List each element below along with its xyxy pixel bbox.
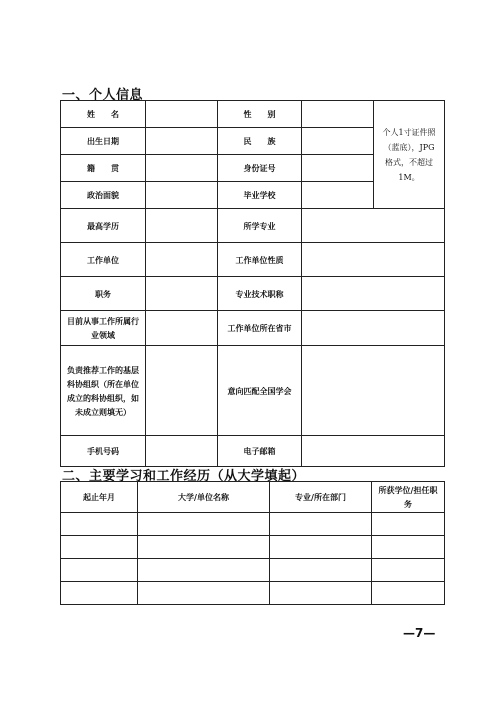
field-major[interactable] bbox=[302, 209, 445, 243]
label-professional-title: 专业技术职称 bbox=[218, 277, 302, 311]
label-name: 姓 名 bbox=[61, 101, 146, 128]
cell-department[interactable] bbox=[270, 536, 372, 559]
table-row bbox=[61, 582, 445, 605]
field-position[interactable] bbox=[146, 277, 218, 311]
label-email: 电子邮箱 bbox=[218, 436, 302, 467]
cell-department[interactable] bbox=[270, 513, 372, 536]
table-row bbox=[61, 513, 445, 536]
field-professional-title[interactable] bbox=[302, 277, 445, 311]
label-graduate-school: 毕业学校 bbox=[218, 182, 302, 209]
cell-department[interactable] bbox=[270, 559, 372, 582]
personal-info-table bbox=[60, 100, 445, 467]
field-name[interactable] bbox=[146, 101, 218, 128]
field-id-number[interactable] bbox=[302, 155, 374, 182]
field-education[interactable] bbox=[146, 209, 218, 243]
field-employer[interactable] bbox=[146, 243, 218, 277]
field-ethnicity[interactable] bbox=[302, 128, 374, 155]
label-education: 最高学历 bbox=[61, 209, 146, 243]
field-employer-nature[interactable] bbox=[302, 243, 445, 277]
field-native-place[interactable] bbox=[146, 155, 218, 182]
cell-degree-position[interactable] bbox=[372, 559, 445, 582]
photo-placeholder[interactable]: 个人1寸证件照（蓝底），JPG格式，不超过1M。 bbox=[374, 101, 445, 209]
cell-period[interactable] bbox=[61, 559, 138, 582]
field-intended-society[interactable] bbox=[302, 346, 445, 436]
label-political-status: 政治面貌 bbox=[61, 182, 146, 209]
table-row bbox=[61, 536, 445, 559]
label-industry-field: 目前从事工作所属行业领域 bbox=[61, 311, 146, 346]
field-birth-date[interactable] bbox=[146, 128, 218, 155]
field-email[interactable] bbox=[302, 436, 445, 467]
label-employer-nature: 工作单位性质 bbox=[218, 243, 302, 277]
label-major: 所学专业 bbox=[218, 209, 302, 243]
section-experience-title: 二、主要学习和工作经历（从大学填起） bbox=[62, 469, 306, 484]
page-number: —7— bbox=[403, 626, 436, 640]
cell-degree-position[interactable] bbox=[372, 513, 445, 536]
field-gender[interactable] bbox=[302, 101, 374, 128]
cell-period[interactable] bbox=[61, 536, 138, 559]
label-position: 职务 bbox=[61, 277, 146, 311]
cell-period[interactable] bbox=[61, 513, 138, 536]
field-graduate-school[interactable] bbox=[302, 182, 374, 209]
label-gender: 性 别 bbox=[218, 101, 302, 128]
cell-department[interactable] bbox=[270, 582, 372, 605]
header-degree-position: 所获学位/担任职务 bbox=[372, 482, 445, 513]
cell-institution[interactable] bbox=[138, 536, 270, 559]
field-political-status[interactable] bbox=[146, 182, 218, 209]
label-employer: 工作单位 bbox=[61, 243, 146, 277]
label-phone: 手机号码 bbox=[61, 436, 146, 467]
label-intended-society: 意向匹配全国学会 bbox=[218, 346, 302, 436]
field-recommending-organization[interactable] bbox=[146, 346, 218, 436]
table-row bbox=[61, 559, 445, 582]
label-birth-date: 出生日期 bbox=[61, 128, 146, 155]
field-employer-province[interactable] bbox=[302, 311, 445, 346]
cell-degree-position[interactable] bbox=[372, 582, 445, 605]
label-recommending-organization: 负责推荐工作的基层科协组织（所在单位成立的科协组织，如未成立则填无） bbox=[61, 346, 146, 436]
header-period: 起止年月 bbox=[61, 482, 138, 513]
experience-table bbox=[60, 481, 445, 605]
cell-institution[interactable] bbox=[138, 513, 270, 536]
label-native-place: 籍 贯 bbox=[61, 155, 146, 182]
cell-institution[interactable] bbox=[138, 582, 270, 605]
label-employer-province: 工作单位所在省市 bbox=[218, 311, 302, 346]
label-ethnicity: 民 族 bbox=[218, 128, 302, 155]
label-id-number: 身份证号 bbox=[218, 155, 302, 182]
cell-degree-position[interactable] bbox=[372, 536, 445, 559]
field-phone[interactable] bbox=[146, 436, 218, 467]
header-department: 专业/所在部门 bbox=[270, 482, 372, 513]
cell-institution[interactable] bbox=[138, 559, 270, 582]
field-industry-field[interactable] bbox=[146, 311, 218, 346]
header-institution: 大学/单位名称 bbox=[138, 482, 270, 513]
cell-period[interactable] bbox=[61, 582, 138, 605]
section-personal-info-title: 一、个人信息 bbox=[62, 88, 144, 103]
